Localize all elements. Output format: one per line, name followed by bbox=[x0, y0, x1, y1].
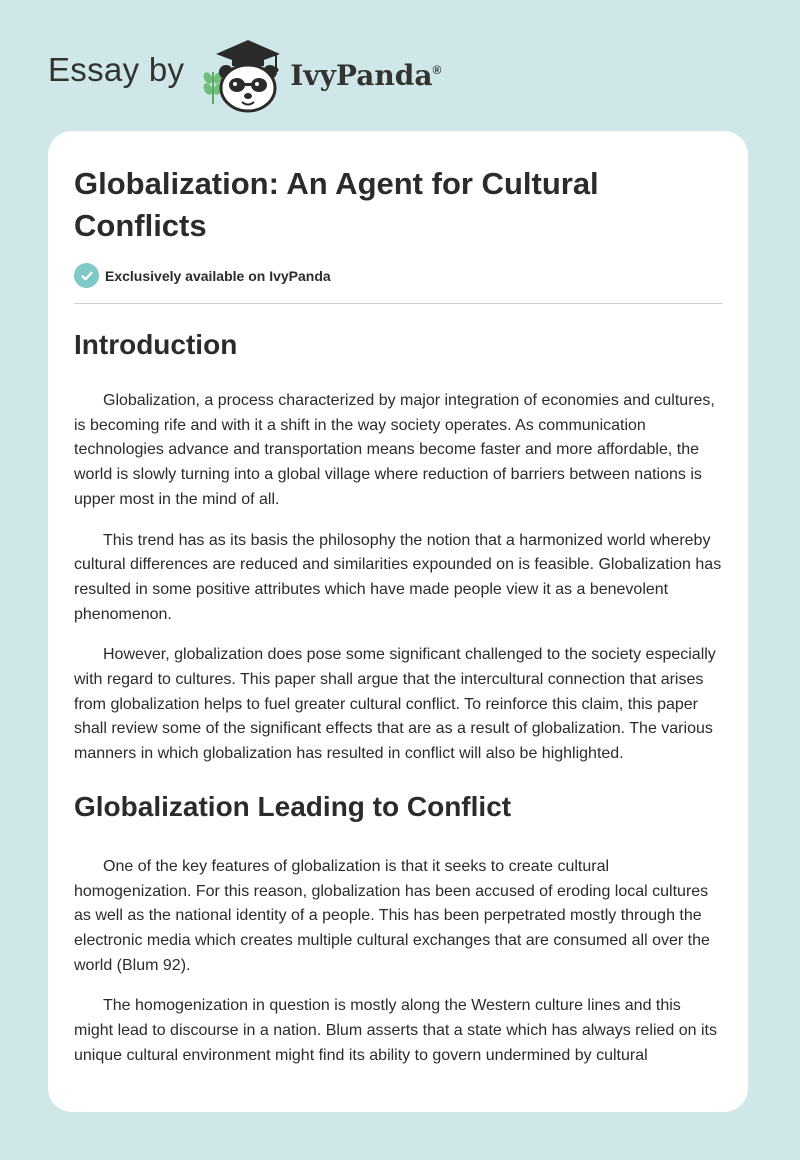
brand-name[interactable] bbox=[290, 59, 441, 92]
site-header bbox=[48, 34, 441, 114]
paragraph: This trend has as its basis the philosophy the notion that a harmonized world whereby cultural differences are reduced and similarities expounded on is feasible. Globalization has resulted in some positive attributes which have made people view it as a benevolent phenomenon. bbox=[74, 531, 722, 623]
paragraph: One of the key features of globalization is that it seeks to create cultural homogenization. For this reason, globalization has been accused of eroding local cultures as well as the national identity of a people. This has been perpetrated mostly through the electronic media which creates multiple cultural exchanges that are consumed all over the world (Blum 92). bbox=[74, 857, 710, 974]
exclusive-label: Exclusively available on IvyPanda bbox=[105, 267, 331, 284]
exclusive-badge bbox=[74, 263, 331, 288]
panda-graduate-logo-icon[interactable] bbox=[198, 34, 288, 114]
divider bbox=[74, 303, 723, 304]
brand-label: IvyPanda bbox=[290, 58, 433, 92]
essay-card bbox=[48, 131, 748, 1112]
section-heading: Globalization Leading to Conflict bbox=[74, 790, 512, 822]
essay-by-label: Essay by bbox=[48, 51, 185, 88]
paragraph: The homogenization in question is mostly along the Western culture lines and this might lead to discourse in a nation. Blum asserts that a state which has always relied on its unique cultural environment might find its ability to govern undermined by cultural bbox=[74, 997, 717, 1064]
essay-body bbox=[74, 321, 724, 1084]
registered-mark: ® bbox=[432, 62, 442, 77]
section-heading: Introduction bbox=[74, 329, 238, 360]
paragraph: Globalization, a process characterized by major integration of economies and cultures, is becoming rife and with it a shift in the way society operates. As communication technologies advance and transportation means become faster and more affordable, the world is slowly turning into a global village where reduction of barriers between nations is upper most in the mind of all. bbox=[74, 392, 715, 508]
check-icon bbox=[74, 263, 99, 288]
paragraph: However, globalization does pose some significant challenged to the society especially with regard to cultures. This paper shall argue that the intercultural connection that arises from globalization helps to fuel greater cultural conflict. To reinforce this claim, this paper shall review some of the significant effects that are as a result of globalization. The various manners in which globalization has resulted in conflict will also be highlighted. bbox=[74, 646, 716, 763]
page-title: Globalization: An Agent for Cultural Conflicts bbox=[74, 166, 599, 243]
